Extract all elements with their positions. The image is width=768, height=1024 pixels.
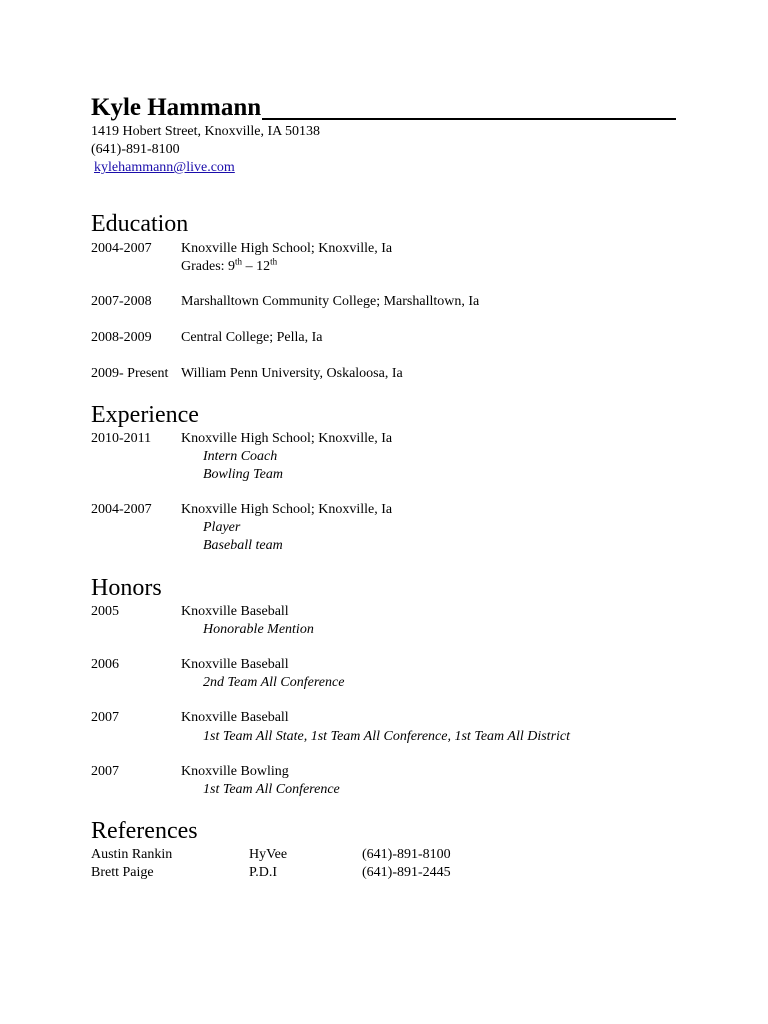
honor-title: Knoxville Baseball xyxy=(181,710,289,725)
education-dates: 2008-2009 xyxy=(91,330,152,345)
resume-name: Kyle Hammann xyxy=(91,94,262,121)
honor-year: 2007 xyxy=(91,764,119,779)
experience-role: Bowling Team xyxy=(203,467,283,482)
address-line: 1419 Hobert Street, Knoxville, IA 50138 xyxy=(91,124,321,139)
honor-year: 2006 xyxy=(91,657,119,672)
honor-title: Knoxville Bowling xyxy=(181,764,289,779)
grades-mid: – 12 xyxy=(242,259,271,274)
education-dates: 2004-2007 xyxy=(91,241,152,256)
honor-year: 2007 xyxy=(91,710,119,725)
experience-dates: 2010-2011 xyxy=(91,431,152,446)
education-heading: Education xyxy=(91,211,189,237)
reference-phone: (641)-891-2445 xyxy=(362,865,451,880)
experience-dates: 2004-2007 xyxy=(91,502,152,517)
honors-heading: Honors xyxy=(91,575,162,601)
experience-heading: Experience xyxy=(91,402,199,428)
honor-title: Knoxville Baseball xyxy=(181,604,289,619)
experience-role: Player xyxy=(203,520,241,535)
education-dates: 2009- Present xyxy=(91,366,169,381)
phone-line: (641)-891-8100 xyxy=(91,142,180,157)
experience-institution: Knoxville High School; Knoxville, Ia xyxy=(181,431,393,446)
education-dates: 2007-2008 xyxy=(91,294,152,309)
education-institution: William Penn University, Oskaloosa, Ia xyxy=(181,366,403,381)
email-link[interactable]: kylehammann@live.com xyxy=(94,160,235,175)
references-heading: References xyxy=(91,818,198,844)
honor-title: Knoxville Baseball xyxy=(181,657,289,672)
experience-institution: Knoxville High School; Knoxville, Ia xyxy=(181,502,393,517)
grades-sup-end: th xyxy=(270,256,278,267)
honor-award: 2nd Team All Conference xyxy=(203,675,345,690)
education-institution: Knoxville High School; Knoxville, Ia xyxy=(181,241,393,256)
honor-award: Honorable Mention xyxy=(203,622,314,637)
experience-role: Intern Coach xyxy=(203,449,278,464)
education-institution: Central College; Pella, Ia xyxy=(181,330,323,345)
honor-award: 1st Team All State, 1st Team All Conference, 1st Team All District xyxy=(203,729,571,744)
honor-year: 2005 xyxy=(91,604,119,619)
reference-name: Austin Rankin xyxy=(91,847,173,862)
honor-award: 1st Team All Conference xyxy=(203,782,340,797)
reference-name: Brett Paige xyxy=(91,865,154,880)
grades-sup-start: th xyxy=(235,256,243,267)
reference-organization: HyVee xyxy=(249,847,288,862)
name-underline-rule xyxy=(262,118,676,120)
education-institution: Marshalltown Community College; Marshalltown, Ia xyxy=(181,294,480,309)
reference-organization: P.D.I xyxy=(249,865,278,880)
education-grades xyxy=(181,258,277,276)
grades-prefix: Grades: 9 xyxy=(181,259,236,274)
reference-phone: (641)-891-8100 xyxy=(362,847,451,862)
experience-role: Baseball team xyxy=(203,538,283,553)
